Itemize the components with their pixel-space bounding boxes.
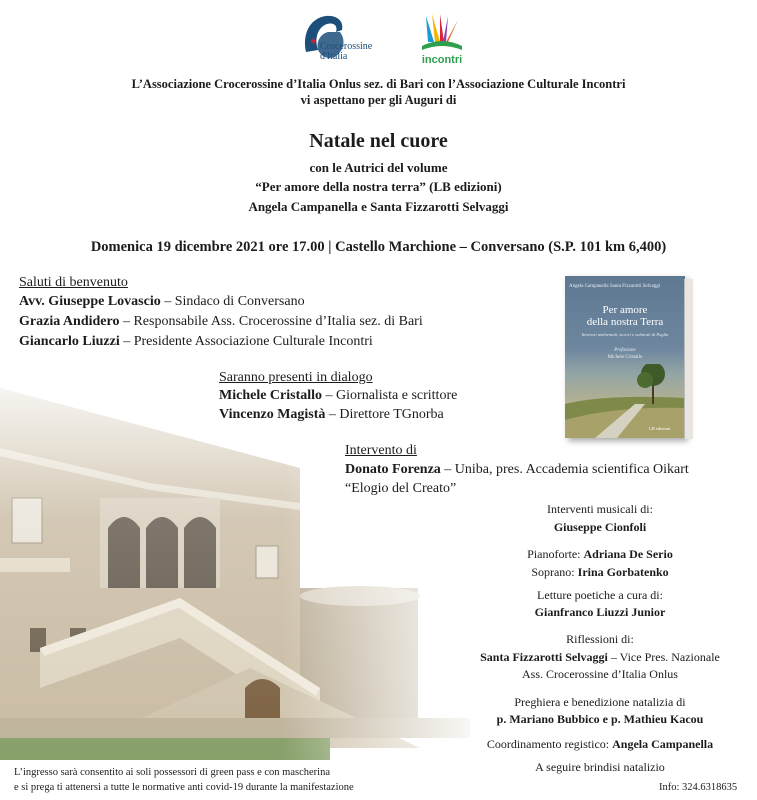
dialogue-role: – Direttore TGnorba [325,407,444,422]
book-cover-image [565,276,693,442]
book-cover [565,276,685,438]
soprano-line [440,565,757,580]
dialogue-item [219,407,444,423]
music-label: Interventi musicali di: [547,502,653,516]
book-authors: Angela Campanella Santa Fizzarotti Selvaggi [569,284,661,289]
poetry-name: Gianfranco Liuzzi Junior [534,605,666,619]
book-preface-name: Michele Cristallo [607,355,643,360]
greeting-item [19,314,423,330]
greeting-name: Avv. Giuseppe Lovascio [19,294,161,309]
coordination-label: Coordinamento registico: [486,737,613,751]
event-subtitle-3: Angela Campanella e Santa Fizzarotti Selvaggi [248,199,509,214]
reflections-role: – Vice Pres. Nazionale [607,650,720,664]
intro-line-1: L’Associazione Crocerossine d’Italia Onlus sez. di Bari con l’Associazione Culturale Incontri [131,77,626,91]
intro-line-2: vi aspettano per gli Auguri di [300,93,457,107]
music-name: Giuseppe Cionfoli [553,520,647,534]
coordination-name: Angela Campanella [612,737,714,751]
greetings-heading: Saluti di benvenuto [19,275,128,290]
reflections-line [440,650,757,665]
reflections-role-2: Ass. Crocerossine d’Italia Onlus [522,667,678,681]
greeting-role: – Presidente Associazione Culturale Incontri [119,334,373,349]
greeting-role: – Sindaco di Conversano [160,294,305,309]
intervention-topic: “Elogio del Creato” [345,481,457,496]
footer-notice-2: e si prega ti attenersi a tutte le normative anti covid-19 durante la manifestazione [14,782,354,793]
soprano-name: Irina Gorbatenko [577,565,669,579]
soprano-label: Soprano: [531,565,578,579]
book-page-edges [684,279,693,439]
intervention-name: Donato Forenza [345,462,441,477]
dialogue-role: – Giornalista e scrittore [322,388,458,403]
greeting-item [19,294,305,310]
book-publisher: LB edizioni [649,426,671,431]
event-subtitle-1: con le Autrici del volume [309,160,448,175]
intervention-role: – Uniba, pres. Accademia scientifica Oikart [440,462,689,477]
crocerossine-logo-text: Crocerossine d'Italia [320,41,373,62]
reflections-name: Santa Fizzarotti Selvaggi [480,650,608,664]
book-preface-label: Prefazione [614,348,636,353]
greeting-item [19,334,373,350]
intervention-speaker [345,462,689,478]
book-title-line-1: Per amore [602,304,648,316]
book-title-line-2: della nostra Terra [586,316,664,328]
greeting-name: Grazia Andidero [19,314,120,329]
dialogue-item [219,388,457,404]
event-title: Natale nel cuore [309,130,448,152]
prayer-names: p. Mariano Bubbico e p. Mathieu Kacou [496,712,704,726]
piano-name: Adriana De Serio [583,547,673,561]
prayer-label: Preghiera e benedizione natalizia di [514,695,686,709]
intervention-heading: Intervento di [345,443,417,458]
incontri-logo [418,12,466,70]
piano-label: Pianoforte: [527,547,584,561]
event-subtitle-2: “Per amore della nostra terra” (LB edizioni) [255,179,502,194]
incontri-logo-text: incontri [421,54,463,66]
reflections-label: Riflessioni di: [566,632,634,646]
dialogue-name: Michele Cristallo [219,388,323,403]
poetry-label: Letture poetiche a cura di: [537,588,663,602]
footer-info-phone: Info: 324.6318635 [659,782,738,793]
crocerossine-logo [296,12,386,68]
piano-line [440,547,757,562]
coordination-line [440,737,757,752]
dialogue-heading: Saranno presenti in dialogo [219,370,373,385]
footer-notice-1: L’ingresso sarà consentito ai soli possessori di green pass e con mascherina [14,767,330,778]
greeting-role: – Responsabile Ass. Crocerossine d’Italia sez. di Bari [119,314,423,329]
event-date-location: Domenica 19 dicembre 2021 ore 17.00 | Castello Marchione – Conversano (S.P. 101 km 6,400) [90,239,667,255]
closing-line: A seguire brindisi natalizio [535,760,665,774]
book-subtitle: Itinerari ambientali, storici e culturali di Puglia [581,332,669,337]
dialogue-name: Vincenzo Magistà [219,407,326,422]
greeting-name: Giancarlo Liuzzi [19,334,120,349]
